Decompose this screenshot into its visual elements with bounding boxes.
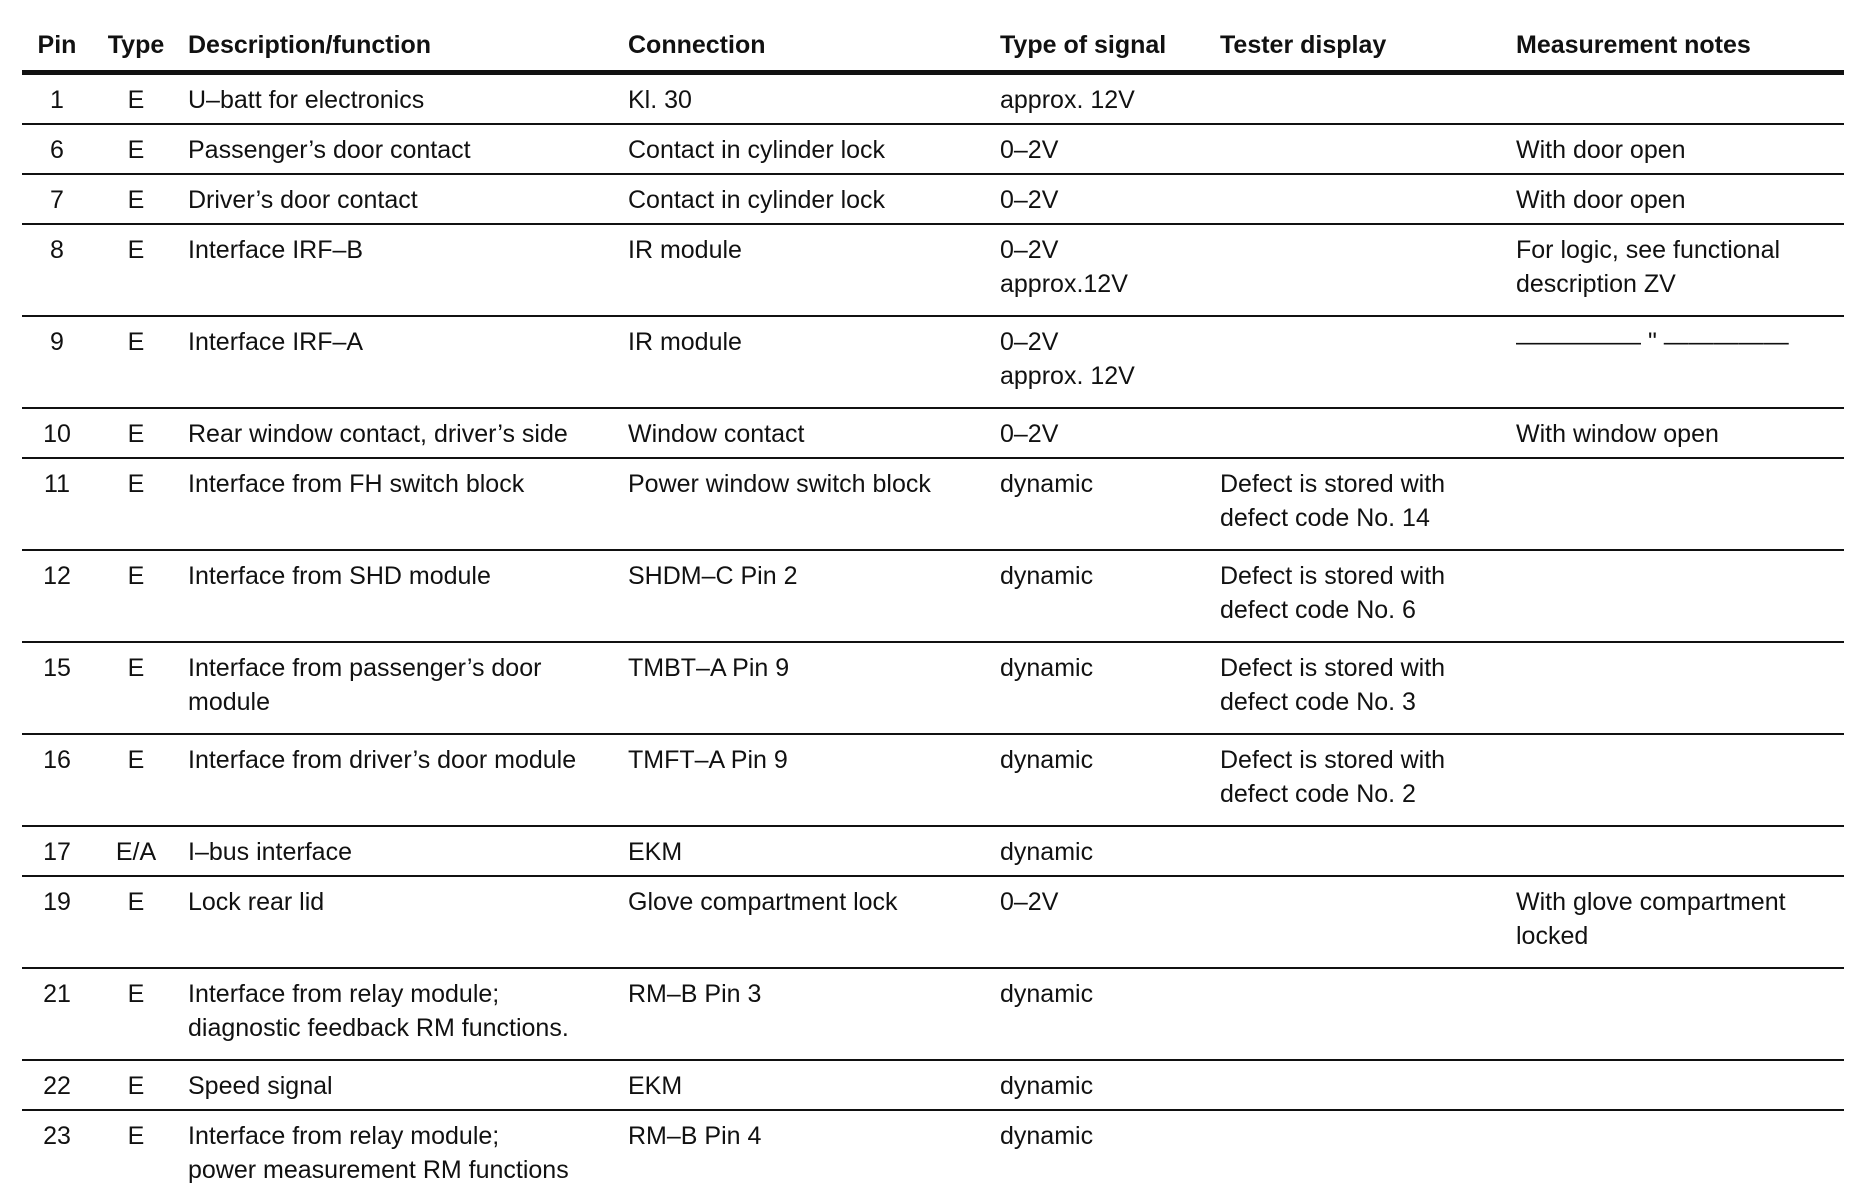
- pin-cell: 22: [22, 1060, 92, 1110]
- connection-cell: IR module: [620, 224, 992, 316]
- description-line: Interface from SHD module: [188, 559, 612, 593]
- table-row: [22, 826, 1844, 876]
- pin-cell: 17: [22, 826, 92, 876]
- signal-line: dynamic: [1000, 1119, 1204, 1153]
- description-line: I–bus interface: [188, 835, 612, 869]
- measurement-notes-line: With window open: [1516, 417, 1836, 451]
- measurement-notes-line: locked: [1516, 919, 1836, 953]
- header-connection: Connection: [620, 18, 992, 73]
- type-cell: E: [92, 1060, 180, 1110]
- header-tester: Tester display: [1212, 18, 1508, 73]
- pin-cell: 21: [22, 968, 92, 1060]
- description-line: Interface from FH switch block: [188, 467, 612, 501]
- type-cell: E: [92, 876, 180, 968]
- description-cell: [180, 224, 620, 316]
- description-cell: [180, 734, 620, 826]
- description-line: Speed signal: [188, 1069, 612, 1103]
- table-body: [22, 73, 1844, 1201]
- table-row: [22, 642, 1844, 734]
- tester-display-cell: [1212, 316, 1508, 408]
- measurement-notes-line: With door open: [1516, 183, 1836, 217]
- description-line: module: [188, 685, 612, 719]
- type-cell: E: [92, 1110, 180, 1201]
- signal-line: dynamic: [1000, 559, 1204, 593]
- signal-cell: [992, 1110, 1212, 1201]
- description-line: Passenger’s door contact: [188, 133, 612, 167]
- description-cell: [180, 1060, 620, 1110]
- tester-display-cell: [1212, 73, 1508, 125]
- description-cell: [180, 174, 620, 224]
- signal-line: 0–2V: [1000, 417, 1204, 451]
- tester-display-cell: [1212, 642, 1508, 734]
- tester-display-cell: [1212, 734, 1508, 826]
- measurement-notes-cell: [1508, 316, 1844, 408]
- pin-cell: 7: [22, 174, 92, 224]
- table-row: [22, 224, 1844, 316]
- signal-cell: [992, 550, 1212, 642]
- description-cell: [180, 408, 620, 458]
- table-header-row: [22, 18, 1844, 73]
- signal-line: 0–2V: [1000, 183, 1204, 217]
- description-line: power measurement RM functions: [188, 1153, 612, 1187]
- type-cell: E: [92, 458, 180, 550]
- description-line: Rear window contact, driver’s side: [188, 417, 612, 451]
- signal-cell: [992, 124, 1212, 174]
- type-cell: E: [92, 224, 180, 316]
- connection-cell: Contact in cylinder lock: [620, 174, 992, 224]
- measurement-notes-cell: [1508, 1060, 1844, 1110]
- tester-display-cell: [1212, 550, 1508, 642]
- description-cell: [180, 1110, 620, 1201]
- measurement-notes-cell: [1508, 458, 1844, 550]
- measurement-notes-cell: [1508, 174, 1844, 224]
- signal-line: 0–2V: [1000, 233, 1204, 267]
- description-cell: [180, 968, 620, 1060]
- type-cell: E: [92, 408, 180, 458]
- pin-cell: 8: [22, 224, 92, 316]
- pin-cell: 19: [22, 876, 92, 968]
- table-row: [22, 408, 1844, 458]
- description-line: U–batt for electronics: [188, 83, 612, 117]
- pin-cell: 10: [22, 408, 92, 458]
- signal-cell: [992, 316, 1212, 408]
- description-line: Lock rear lid: [188, 885, 612, 919]
- signal-line: dynamic: [1000, 977, 1204, 1011]
- pin-cell: 11: [22, 458, 92, 550]
- table-row: [22, 550, 1844, 642]
- signal-line: dynamic: [1000, 467, 1204, 501]
- signal-cell: [992, 642, 1212, 734]
- pin-cell: 9: [22, 316, 92, 408]
- tester-display-line: Defect is stored with: [1220, 651, 1500, 685]
- description-cell: [180, 550, 620, 642]
- measurement-notes-cell: [1508, 642, 1844, 734]
- pin-cell: 15: [22, 642, 92, 734]
- type-cell: E: [92, 174, 180, 224]
- table-row: [22, 876, 1844, 968]
- connection-cell: Power window switch block: [620, 458, 992, 550]
- description-line: Driver’s door contact: [188, 183, 612, 217]
- signal-line: approx. 12V: [1000, 83, 1204, 117]
- signal-line: approx.12V: [1000, 267, 1204, 301]
- signal-line: 0–2V: [1000, 325, 1204, 359]
- tester-display-cell: [1212, 1060, 1508, 1110]
- connection-cell: RM–B Pin 4: [620, 1110, 992, 1201]
- header-signal: Type of signal: [992, 18, 1212, 73]
- tester-display-line: defect code No. 6: [1220, 593, 1500, 627]
- signal-line: approx. 12V: [1000, 359, 1204, 393]
- tester-display-cell: [1212, 876, 1508, 968]
- description-cell: [180, 642, 620, 734]
- tester-display-cell: [1212, 826, 1508, 876]
- signal-line: 0–2V: [1000, 133, 1204, 167]
- signal-line: dynamic: [1000, 651, 1204, 685]
- header-pin: Pin: [22, 18, 92, 73]
- measurement-notes-cell: [1508, 968, 1844, 1060]
- measurement-notes-cell: [1508, 550, 1844, 642]
- description-line: diagnostic feedback RM functions.: [188, 1011, 612, 1045]
- pin-cell: 1: [22, 73, 92, 125]
- measurement-notes-line: For logic, see functional: [1516, 233, 1836, 267]
- table-row: [22, 1110, 1844, 1201]
- table-row: [22, 1060, 1844, 1110]
- tester-display-line: Defect is stored with: [1220, 467, 1500, 501]
- description-line: Interface IRF–A: [188, 325, 612, 359]
- header-description: Description/function: [180, 18, 620, 73]
- connection-cell: EKM: [620, 1060, 992, 1110]
- signal-cell: [992, 876, 1212, 968]
- tester-display-cell: [1212, 174, 1508, 224]
- signal-cell: [992, 408, 1212, 458]
- table-row: [22, 73, 1844, 125]
- signal-cell: [992, 224, 1212, 316]
- connection-cell: Window contact: [620, 408, 992, 458]
- connection-cell: Contact in cylinder lock: [620, 124, 992, 174]
- signal-cell: [992, 968, 1212, 1060]
- description-cell: [180, 826, 620, 876]
- measurement-notes-cell: [1508, 734, 1844, 826]
- type-cell: E: [92, 73, 180, 125]
- signal-line: dynamic: [1000, 1069, 1204, 1103]
- connection-cell: TMBT–A Pin 9: [620, 642, 992, 734]
- tester-display-cell: [1212, 1110, 1508, 1201]
- type-cell: E: [92, 124, 180, 174]
- measurement-notes-line: With glove compartment: [1516, 885, 1836, 919]
- signal-line: dynamic: [1000, 835, 1204, 869]
- type-cell: E: [92, 316, 180, 408]
- description-cell: [180, 124, 620, 174]
- table-row: [22, 968, 1844, 1060]
- tester-display-cell: [1212, 968, 1508, 1060]
- table-row: [22, 734, 1844, 826]
- description-line: Interface from passenger’s door: [188, 651, 612, 685]
- signal-cell: [992, 73, 1212, 125]
- description-cell: [180, 316, 620, 408]
- type-cell: E: [92, 550, 180, 642]
- table-row: [22, 316, 1844, 408]
- signal-cell: [992, 174, 1212, 224]
- connection-cell: Kl. 30: [620, 73, 992, 125]
- measurement-notes-line: description ZV: [1516, 267, 1836, 301]
- tester-display-cell: [1212, 458, 1508, 550]
- type-cell: E: [92, 968, 180, 1060]
- type-cell: E/A: [92, 826, 180, 876]
- table-row: [22, 458, 1844, 550]
- measurement-notes-line: ————— " —————: [1516, 325, 1836, 359]
- tester-display-line: defect code No. 2: [1220, 777, 1500, 811]
- signal-cell: [992, 826, 1212, 876]
- signal-cell: [992, 734, 1212, 826]
- description-cell: [180, 458, 620, 550]
- tester-display-cell: [1212, 408, 1508, 458]
- connection-cell: Glove compartment lock: [620, 876, 992, 968]
- type-cell: E: [92, 734, 180, 826]
- measurement-notes-cell: [1508, 876, 1844, 968]
- tester-display-line: defect code No. 14: [1220, 501, 1500, 535]
- description-line: Interface from relay module;: [188, 1119, 612, 1153]
- tester-display-cell: [1212, 124, 1508, 174]
- tester-display-line: defect code No. 3: [1220, 685, 1500, 719]
- measurement-notes-cell: [1508, 1110, 1844, 1201]
- signal-cell: [992, 1060, 1212, 1110]
- tester-display-line: Defect is stored with: [1220, 559, 1500, 593]
- measurement-notes-cell: [1508, 124, 1844, 174]
- pin-assignment-sheet: [22, 18, 1844, 1201]
- table-row: [22, 174, 1844, 224]
- pin-cell: 6: [22, 124, 92, 174]
- pin-cell: 16: [22, 734, 92, 826]
- connection-cell: TMFT–A Pin 9: [620, 734, 992, 826]
- connection-cell: RM–B Pin 3: [620, 968, 992, 1060]
- measurement-notes-cell: [1508, 73, 1844, 125]
- connection-cell: EKM: [620, 826, 992, 876]
- tester-display-line: Defect is stored with: [1220, 743, 1500, 777]
- measurement-notes-cell: [1508, 826, 1844, 876]
- signal-line: dynamic: [1000, 743, 1204, 777]
- pin-assignment-table: [22, 18, 1844, 1201]
- measurement-notes-line: With door open: [1516, 133, 1836, 167]
- measurement-notes-cell: [1508, 408, 1844, 458]
- description-cell: [180, 876, 620, 968]
- header-type: Type: [92, 18, 180, 73]
- description-line: Interface from driver’s door module: [188, 743, 612, 777]
- description-line: Interface IRF–B: [188, 233, 612, 267]
- signal-line: 0–2V: [1000, 885, 1204, 919]
- connection-cell: IR module: [620, 316, 992, 408]
- connection-cell: SHDM–C Pin 2: [620, 550, 992, 642]
- pin-cell: 12: [22, 550, 92, 642]
- measurement-notes-cell: [1508, 224, 1844, 316]
- table-row: [22, 124, 1844, 174]
- header-notes: Measurement notes: [1508, 18, 1844, 73]
- pin-cell: 23: [22, 1110, 92, 1201]
- description-line: Interface from relay module;: [188, 977, 612, 1011]
- type-cell: E: [92, 642, 180, 734]
- signal-cell: [992, 458, 1212, 550]
- tester-display-cell: [1212, 224, 1508, 316]
- description-cell: [180, 73, 620, 125]
